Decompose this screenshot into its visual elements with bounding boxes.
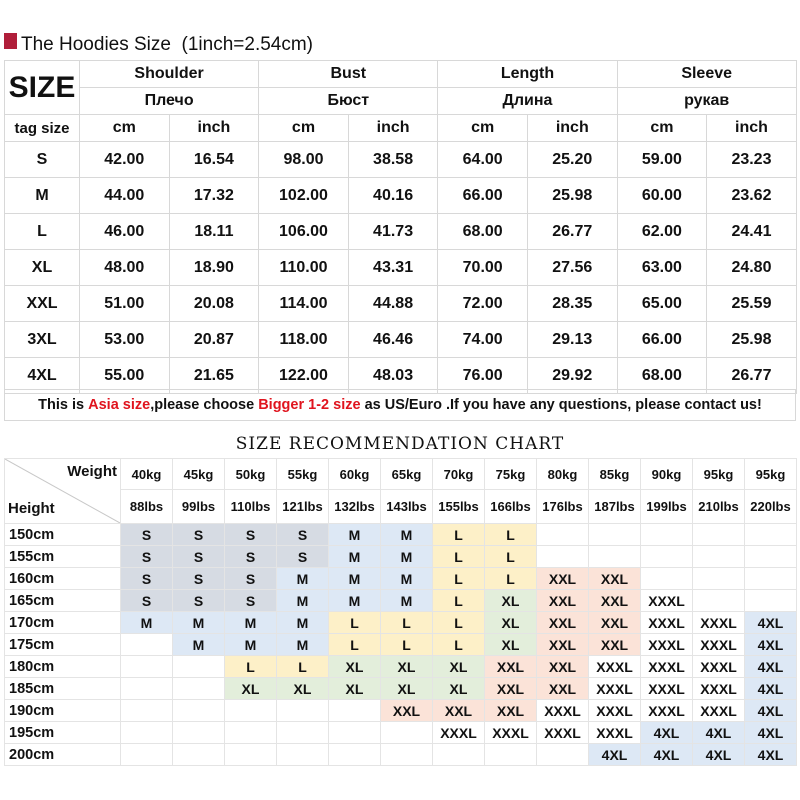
recommended-size-cell: XXXL bbox=[641, 678, 693, 700]
recommended-size-cell bbox=[121, 678, 173, 700]
recommended-size-cell bbox=[173, 744, 225, 766]
recommended-size-cell: XXL bbox=[537, 612, 589, 634]
recommended-size-cell: XL bbox=[433, 656, 485, 678]
recommended-size-cell bbox=[537, 524, 589, 546]
height-cell: 160cm bbox=[5, 568, 121, 590]
cm-value-cell: 60.00 bbox=[617, 178, 707, 214]
recommended-size-cell: XL bbox=[277, 678, 329, 700]
recommended-size-cell: XXL bbox=[589, 612, 641, 634]
asia-size-notice bbox=[4, 389, 796, 421]
size-row bbox=[5, 178, 797, 214]
recommended-size-cell: XXXL bbox=[641, 656, 693, 678]
inch-value-cell: 18.90 bbox=[169, 250, 259, 286]
tag-size-header: tag size bbox=[5, 115, 80, 142]
recommended-size-cell: XXL bbox=[485, 700, 537, 722]
recommended-size-cell: M bbox=[277, 590, 329, 612]
cm-value-cell: 68.00 bbox=[617, 358, 707, 394]
group-header-en: Bust bbox=[259, 61, 438, 88]
recommended-size-cell: L bbox=[381, 634, 433, 656]
inch-value-cell: 20.87 bbox=[169, 322, 259, 358]
recommended-size-cell: M bbox=[173, 612, 225, 634]
height-cell: 165cm bbox=[5, 590, 121, 612]
unit-inch-header: inch bbox=[348, 115, 438, 142]
recommended-size-cell bbox=[693, 590, 745, 612]
height-row bbox=[5, 568, 797, 590]
recommended-size-cell: L bbox=[381, 612, 433, 634]
recommended-size-cell: XXXL bbox=[693, 656, 745, 678]
recommended-size-cell: XXL bbox=[485, 656, 537, 678]
recommended-size-cell bbox=[277, 744, 329, 766]
recommended-size-cell: M bbox=[381, 546, 433, 568]
recommended-size-cell: L bbox=[433, 524, 485, 546]
weight-lbs-header: 187lbs bbox=[589, 490, 641, 524]
recommended-size-cell: XXL bbox=[537, 634, 589, 656]
recommended-size-cell: S bbox=[225, 546, 277, 568]
recommended-size-cell: M bbox=[329, 546, 381, 568]
inch-value-cell: 41.73 bbox=[348, 214, 438, 250]
hoodie-size-table bbox=[4, 60, 797, 394]
weight-height-corner bbox=[5, 459, 121, 524]
recommended-size-cell: XL bbox=[485, 612, 537, 634]
recommended-size-cell: L bbox=[433, 546, 485, 568]
height-label: Height bbox=[8, 500, 55, 517]
height-row bbox=[5, 634, 797, 656]
recommended-size-cell: XXXL bbox=[693, 634, 745, 656]
cm-value-cell: 46.00 bbox=[80, 214, 170, 250]
recommended-size-cell bbox=[641, 568, 693, 590]
recommended-size-cell: 4XL bbox=[745, 722, 797, 744]
recommended-size-cell: S bbox=[225, 524, 277, 546]
recommended-size-cell: XXXL bbox=[589, 656, 641, 678]
recommended-size-cell: M bbox=[277, 568, 329, 590]
cm-value-cell: 62.00 bbox=[617, 214, 707, 250]
unit-inch-header: inch bbox=[169, 115, 259, 142]
recommended-size-cell: XL bbox=[225, 678, 277, 700]
recommended-size-cell bbox=[693, 524, 745, 546]
recommended-size-cell: XXXL bbox=[433, 722, 485, 744]
recommended-size-cell bbox=[277, 700, 329, 722]
weight-kg-header: 45kg bbox=[173, 459, 225, 490]
height-row bbox=[5, 546, 797, 568]
recommended-size-cell: XXL bbox=[381, 700, 433, 722]
inch-value-cell: 25.98 bbox=[527, 178, 617, 214]
height-cell: 155cm bbox=[5, 546, 121, 568]
inch-value-cell: 28.35 bbox=[527, 286, 617, 322]
tag-size-cell: XL bbox=[5, 250, 80, 286]
recommended-size-cell: S bbox=[173, 524, 225, 546]
height-cell: 185cm bbox=[5, 678, 121, 700]
inch-value-cell: 25.59 bbox=[707, 286, 797, 322]
size-row bbox=[5, 250, 797, 286]
recommended-size-cell: M bbox=[173, 634, 225, 656]
weight-lbs-header: 132lbs bbox=[329, 490, 381, 524]
recommended-size-cell bbox=[745, 524, 797, 546]
recommended-size-cell: XL bbox=[381, 656, 433, 678]
size-row bbox=[5, 142, 797, 178]
group-header-en: Length bbox=[438, 61, 617, 88]
recommended-size-cell: L bbox=[329, 612, 381, 634]
recommended-size-cell: XXXL bbox=[641, 612, 693, 634]
group-header-ru: Длина bbox=[438, 88, 617, 115]
height-cell: 195cm bbox=[5, 722, 121, 744]
inch-value-cell: 24.41 bbox=[707, 214, 797, 250]
recommended-size-cell: 4XL bbox=[745, 744, 797, 766]
cm-value-cell: 66.00 bbox=[617, 322, 707, 358]
cm-value-cell: 102.00 bbox=[259, 178, 349, 214]
weight-lbs-header: 199lbs bbox=[641, 490, 693, 524]
recommended-size-cell: XXXL bbox=[589, 722, 641, 744]
recommended-size-cell bbox=[329, 744, 381, 766]
recommended-size-cell bbox=[589, 546, 641, 568]
weight-lbs-header: 99lbs bbox=[173, 490, 225, 524]
recommended-size-cell: L bbox=[433, 634, 485, 656]
recommended-size-cell bbox=[745, 590, 797, 612]
inch-value-cell: 48.03 bbox=[348, 358, 438, 394]
recommended-size-cell: S bbox=[121, 524, 173, 546]
group-header-en: Shoulder bbox=[80, 61, 259, 88]
recommended-size-cell: 4XL bbox=[745, 612, 797, 634]
recommended-size-cell: M bbox=[329, 524, 381, 546]
recommended-size-cell: XL bbox=[329, 656, 381, 678]
recommendation-chart-title: SIZE RECOMMENDATION CHART bbox=[235, 434, 565, 454]
recommended-size-cell: XXXL bbox=[589, 700, 641, 722]
recommended-size-cell bbox=[693, 546, 745, 568]
recommended-size-cell: S bbox=[173, 590, 225, 612]
recommended-size-cell: XL bbox=[485, 634, 537, 656]
weight-kg-header: 95kg bbox=[745, 459, 797, 490]
recommended-size-cell bbox=[745, 546, 797, 568]
inch-value-cell: 46.46 bbox=[348, 322, 438, 358]
recommended-size-cell: L bbox=[485, 546, 537, 568]
recommended-size-cell bbox=[121, 722, 173, 744]
recommended-size-cell: XXL bbox=[537, 656, 589, 678]
inch-value-cell: 27.56 bbox=[527, 250, 617, 286]
weight-kg-header: 60kg bbox=[329, 459, 381, 490]
recommended-size-cell: S bbox=[173, 568, 225, 590]
recommended-size-cell bbox=[329, 722, 381, 744]
recommended-size-cell: XXXL bbox=[693, 700, 745, 722]
weight-kg-header: 70kg bbox=[433, 459, 485, 490]
tag-size-cell: S bbox=[5, 142, 80, 178]
recommended-size-cell: 4XL bbox=[589, 744, 641, 766]
unit-cm-header: cm bbox=[259, 115, 349, 142]
recommended-size-cell: 4XL bbox=[745, 656, 797, 678]
weight-kg-header: 95kg bbox=[693, 459, 745, 490]
recommended-size-cell: M bbox=[381, 590, 433, 612]
recommended-size-cell: XXL bbox=[433, 700, 485, 722]
cm-value-cell: 106.00 bbox=[259, 214, 349, 250]
recommended-size-cell bbox=[173, 722, 225, 744]
inch-value-cell: 26.77 bbox=[707, 358, 797, 394]
notice-text: This is bbox=[38, 397, 89, 413]
cm-value-cell: 48.00 bbox=[80, 250, 170, 286]
cm-value-cell: 74.00 bbox=[438, 322, 528, 358]
recommended-size-cell: L bbox=[277, 656, 329, 678]
size-row bbox=[5, 322, 797, 358]
unit-inch-header: inch bbox=[707, 115, 797, 142]
cm-value-cell: 118.00 bbox=[259, 322, 349, 358]
recommended-size-cell: XXXL bbox=[537, 700, 589, 722]
group-header-en: Sleeve bbox=[617, 61, 796, 88]
cm-value-cell: 42.00 bbox=[80, 142, 170, 178]
recommended-size-cell: M bbox=[329, 568, 381, 590]
recommended-size-cell: M bbox=[381, 524, 433, 546]
recommended-size-cell bbox=[277, 722, 329, 744]
recommended-size-cell: XL bbox=[433, 678, 485, 700]
recommended-size-cell: XXL bbox=[537, 678, 589, 700]
height-row bbox=[5, 744, 797, 766]
cm-value-cell: 70.00 bbox=[438, 250, 528, 286]
recommended-size-cell: XXL bbox=[589, 634, 641, 656]
inch-value-cell: 16.54 bbox=[169, 142, 259, 178]
weight-label: Weight bbox=[67, 463, 117, 480]
recommended-size-cell: XXL bbox=[485, 678, 537, 700]
tag-size-cell: M bbox=[5, 178, 80, 214]
weight-kg-header: 80kg bbox=[537, 459, 589, 490]
inch-value-cell: 23.62 bbox=[707, 178, 797, 214]
recommended-size-cell: XXXL bbox=[589, 678, 641, 700]
recommended-size-cell: L bbox=[433, 590, 485, 612]
size-chart-title bbox=[4, 30, 796, 60]
cm-value-cell: 65.00 bbox=[617, 286, 707, 322]
recommended-size-cell: L bbox=[225, 656, 277, 678]
inch-value-cell: 21.65 bbox=[169, 358, 259, 394]
inch-value-cell: 25.98 bbox=[707, 322, 797, 358]
recommended-size-cell: XXL bbox=[537, 568, 589, 590]
recommended-size-cell: XXXL bbox=[641, 700, 693, 722]
recommended-size-cell: L bbox=[433, 568, 485, 590]
recommended-size-cell bbox=[433, 744, 485, 766]
recommended-size-cell bbox=[121, 634, 173, 656]
unit-cm-header: cm bbox=[438, 115, 528, 142]
unit-cm-header: cm bbox=[617, 115, 707, 142]
recommended-size-cell: 4XL bbox=[745, 634, 797, 656]
inch-value-cell: 18.11 bbox=[169, 214, 259, 250]
recommended-size-cell bbox=[173, 678, 225, 700]
recommended-size-cell: XXL bbox=[537, 590, 589, 612]
weight-lbs-header: 176lbs bbox=[537, 490, 589, 524]
cm-value-cell: 98.00 bbox=[259, 142, 349, 178]
size-recommendation-table bbox=[4, 458, 797, 766]
recommended-size-cell: M bbox=[225, 634, 277, 656]
weight-lbs-header: 210lbs bbox=[693, 490, 745, 524]
recommended-size-cell: S bbox=[225, 590, 277, 612]
notice-text: as US/Euro .If you have any questions, please contact us! bbox=[360, 397, 762, 413]
recommended-size-cell bbox=[329, 700, 381, 722]
weight-lbs-header: 88lbs bbox=[121, 490, 173, 524]
recommended-size-cell bbox=[225, 744, 277, 766]
recommended-size-cell: M bbox=[225, 612, 277, 634]
cm-value-cell: 114.00 bbox=[259, 286, 349, 322]
inch-value-cell: 25.20 bbox=[527, 142, 617, 178]
recommended-size-cell bbox=[121, 656, 173, 678]
recommended-size-cell: 4XL bbox=[641, 744, 693, 766]
recommended-size-cell bbox=[537, 546, 589, 568]
recommended-size-cell bbox=[381, 744, 433, 766]
recommended-size-cell bbox=[121, 744, 173, 766]
recommended-size-cell: XXXL bbox=[537, 722, 589, 744]
recommended-size-cell: L bbox=[485, 568, 537, 590]
height-cell: 150cm bbox=[5, 524, 121, 546]
recommended-size-cell bbox=[381, 722, 433, 744]
inch-value-cell: 23.23 bbox=[707, 142, 797, 178]
cm-value-cell: 53.00 bbox=[80, 322, 170, 358]
recommended-size-cell bbox=[225, 722, 277, 744]
weight-lbs-header: 166lbs bbox=[485, 490, 537, 524]
weight-lbs-header: 121lbs bbox=[277, 490, 329, 524]
recommended-size-cell: XXXL bbox=[693, 678, 745, 700]
inch-value-cell: 26.77 bbox=[527, 214, 617, 250]
recommended-size-cell: XXXL bbox=[693, 612, 745, 634]
height-row bbox=[5, 612, 797, 634]
size-row bbox=[5, 214, 797, 250]
weight-kg-header: 75kg bbox=[485, 459, 537, 490]
height-cell: 180cm bbox=[5, 656, 121, 678]
notice-highlight-bigger-size: Bigger 1-2 size bbox=[258, 397, 361, 413]
recommended-size-cell: L bbox=[433, 612, 485, 634]
size-chart-title-text: The Hoodies Size (1inch=2.54cm) bbox=[21, 34, 314, 55]
size-header: SIZE bbox=[5, 61, 80, 115]
inch-value-cell: 20.08 bbox=[169, 286, 259, 322]
recommended-size-cell: 4XL bbox=[693, 744, 745, 766]
inch-value-cell: 24.80 bbox=[707, 250, 797, 286]
recommended-size-cell: S bbox=[121, 590, 173, 612]
cm-value-cell: 110.00 bbox=[259, 250, 349, 286]
group-header-ru: Бюст bbox=[259, 88, 438, 115]
cm-value-cell: 63.00 bbox=[617, 250, 707, 286]
recommended-size-cell: XL bbox=[485, 590, 537, 612]
tag-size-cell: L bbox=[5, 214, 80, 250]
recommended-size-cell: XXL bbox=[589, 590, 641, 612]
group-header-ru: рукав bbox=[617, 88, 796, 115]
cm-value-cell: 122.00 bbox=[259, 358, 349, 394]
tag-size-cell: 4XL bbox=[5, 358, 80, 394]
inch-value-cell: 44.88 bbox=[348, 286, 438, 322]
recommended-size-cell: L bbox=[329, 634, 381, 656]
recommended-size-cell bbox=[485, 744, 537, 766]
height-cell: 170cm bbox=[5, 612, 121, 634]
recommended-size-cell bbox=[121, 700, 173, 722]
recommended-size-cell: M bbox=[121, 612, 173, 634]
weight-kg-header: 40kg bbox=[121, 459, 173, 490]
height-row bbox=[5, 678, 797, 700]
height-row bbox=[5, 590, 797, 612]
cm-value-cell: 72.00 bbox=[438, 286, 528, 322]
recommended-size-cell: L bbox=[485, 524, 537, 546]
height-cell: 190cm bbox=[5, 700, 121, 722]
title-marker-icon bbox=[4, 33, 17, 49]
group-header-ru: Плечо bbox=[80, 88, 259, 115]
cm-value-cell: 51.00 bbox=[80, 286, 170, 322]
inch-value-cell: 29.13 bbox=[527, 322, 617, 358]
weight-lbs-header: 110lbs bbox=[225, 490, 277, 524]
cm-value-cell: 55.00 bbox=[80, 358, 170, 394]
cm-value-cell: 68.00 bbox=[438, 214, 528, 250]
cm-value-cell: 64.00 bbox=[438, 142, 528, 178]
recommended-size-cell: S bbox=[277, 524, 329, 546]
recommended-size-cell bbox=[693, 568, 745, 590]
height-cell: 200cm bbox=[5, 744, 121, 766]
recommended-size-cell bbox=[537, 744, 589, 766]
height-row bbox=[5, 700, 797, 722]
recommended-size-cell: XL bbox=[329, 678, 381, 700]
notice-text: ,please choose bbox=[150, 397, 259, 413]
weight-kg-header: 65kg bbox=[381, 459, 433, 490]
height-row bbox=[5, 722, 797, 744]
recommended-size-cell: XL bbox=[381, 678, 433, 700]
recommended-size-cell: S bbox=[121, 568, 173, 590]
recommended-size-cell: 4XL bbox=[745, 678, 797, 700]
weight-lbs-header: 220lbs bbox=[745, 490, 797, 524]
cm-value-cell: 66.00 bbox=[438, 178, 528, 214]
recommended-size-cell: S bbox=[173, 546, 225, 568]
height-cell: 175cm bbox=[5, 634, 121, 656]
recommended-size-cell bbox=[641, 524, 693, 546]
recommended-size-cell: M bbox=[329, 590, 381, 612]
recommended-size-cell: S bbox=[121, 546, 173, 568]
recommended-size-cell: M bbox=[277, 612, 329, 634]
recommended-size-cell bbox=[745, 568, 797, 590]
unit-cm-header: cm bbox=[80, 115, 170, 142]
tag-size-cell: XXL bbox=[5, 286, 80, 322]
weight-kg-header: 90kg bbox=[641, 459, 693, 490]
weight-kg-header: 55kg bbox=[277, 459, 329, 490]
inch-value-cell: 17.32 bbox=[169, 178, 259, 214]
recommended-size-cell: XXL bbox=[589, 568, 641, 590]
recommended-size-cell: XXXL bbox=[641, 634, 693, 656]
notice-highlight-asia-size: Asia size bbox=[88, 397, 151, 413]
cm-value-cell: 44.00 bbox=[80, 178, 170, 214]
cm-value-cell: 76.00 bbox=[438, 358, 528, 394]
inch-value-cell: 40.16 bbox=[348, 178, 438, 214]
recommended-size-cell: S bbox=[225, 568, 277, 590]
recommended-size-cell: 4XL bbox=[693, 722, 745, 744]
recommended-size-cell: 4XL bbox=[745, 700, 797, 722]
recommended-size-cell bbox=[225, 700, 277, 722]
recommended-size-cell bbox=[641, 546, 693, 568]
weight-kg-header: 50kg bbox=[225, 459, 277, 490]
recommended-size-cell: M bbox=[381, 568, 433, 590]
inch-value-cell: 43.31 bbox=[348, 250, 438, 286]
recommended-size-cell: XXXL bbox=[485, 722, 537, 744]
recommended-size-cell: 4XL bbox=[641, 722, 693, 744]
recommended-size-cell: S bbox=[277, 546, 329, 568]
size-row bbox=[5, 286, 797, 322]
tag-size-cell: 3XL bbox=[5, 322, 80, 358]
recommended-size-cell: M bbox=[277, 634, 329, 656]
height-row bbox=[5, 656, 797, 678]
recommended-size-cell: XXXL bbox=[641, 590, 693, 612]
weight-lbs-header: 143lbs bbox=[381, 490, 433, 524]
height-row bbox=[5, 524, 797, 546]
recommended-size-cell bbox=[589, 524, 641, 546]
weight-lbs-header: 155lbs bbox=[433, 490, 485, 524]
unit-inch-header: inch bbox=[527, 115, 617, 142]
recommended-size-cell bbox=[173, 656, 225, 678]
inch-value-cell: 29.92 bbox=[527, 358, 617, 394]
recommended-size-cell bbox=[173, 700, 225, 722]
inch-value-cell: 38.58 bbox=[348, 142, 438, 178]
weight-kg-header: 85kg bbox=[589, 459, 641, 490]
cm-value-cell: 59.00 bbox=[617, 142, 707, 178]
